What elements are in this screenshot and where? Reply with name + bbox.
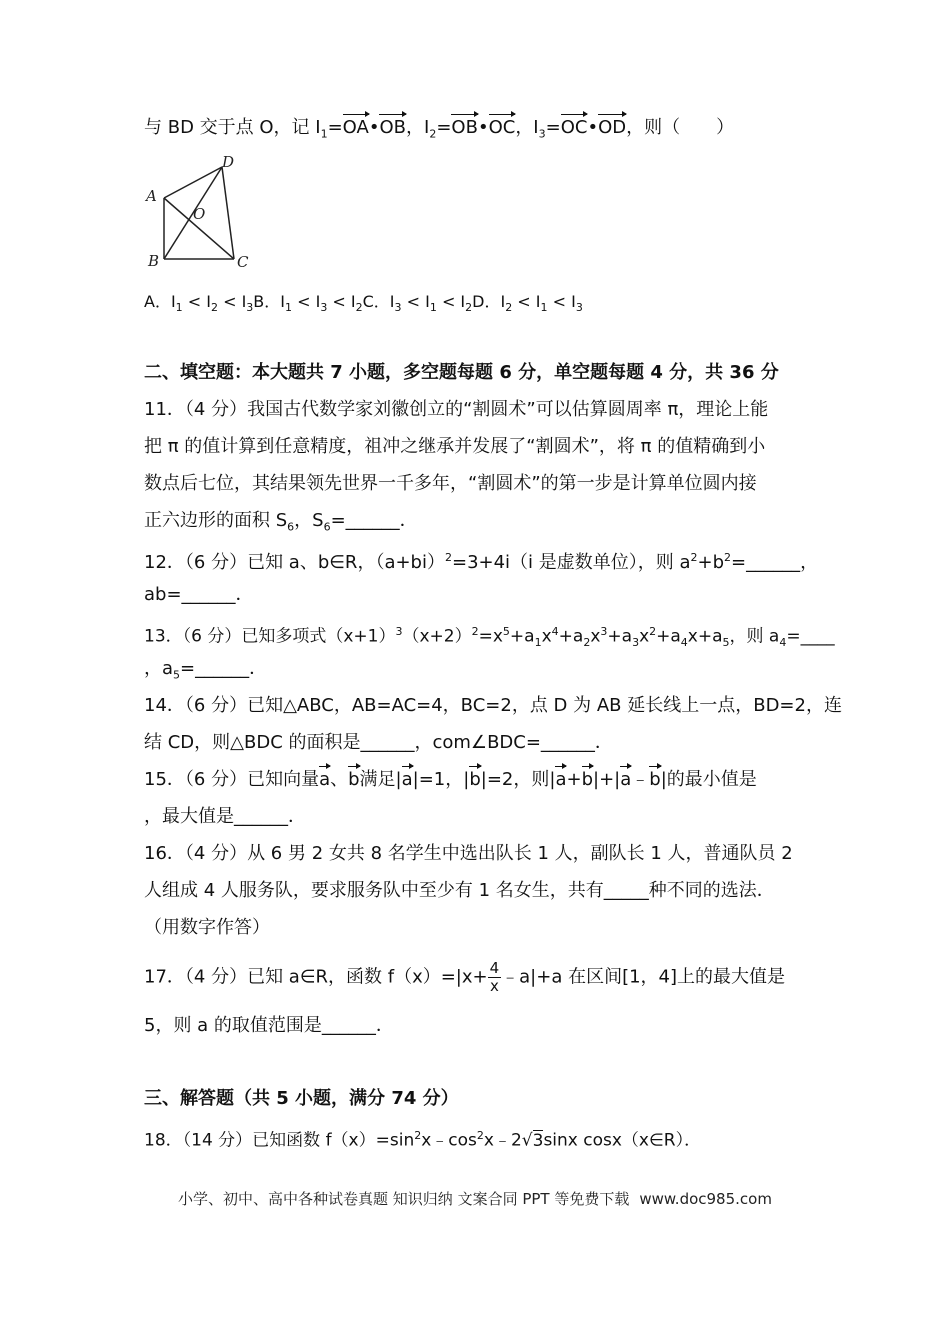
footer-url[interactable]: www.doc985.com: [639, 1190, 772, 1208]
q10-options: [144, 290, 583, 320]
q12-line-2: ab=______．: [144, 584, 254, 605]
q13-line-2: ，$a_5=\_\_\_\_\_\_$．: [144, 658, 268, 682]
q14-line-1: 14．（6 分）已知△ABC，AB=AC=4，BC=2，点 D 为 AB 延长线上一点，BD=2，连: [144, 695, 842, 716]
label-b: B: [148, 252, 160, 270]
q11-line-1: 11．（4 分）我国古代数学家刘徽创立的“割圆术”可以估算圆周率 π，理论上能: [144, 399, 769, 420]
q16-line-2: 人组成 4 人服务队，要求服务队中至少有 1 名女生，共有_____种不同的选法．: [144, 880, 775, 901]
section-3-heading: 三、解答题（共 5 小题，满分 74 分）: [144, 1088, 459, 1109]
label-c: C: [237, 253, 249, 271]
edge-ad: [164, 167, 222, 198]
option-a: A．$I_1 < I_2 < I_3$: [144, 292, 254, 315]
label-a: A: [146, 187, 157, 205]
section-2-heading: 二、填空题：本大题共 7 小题，多空题每题 6 分，单空题每题 4 分，共 36 分: [144, 362, 779, 383]
label-d: D: [222, 153, 235, 171]
label-o: O: [193, 205, 206, 223]
q16-line-1: 16．（4 分）从 6 男 2 女共 8 名学生中选出队长 1 人，副队长 1 人，普通队员 2: [144, 843, 793, 864]
q15-line-2: ，最大值是______．: [144, 806, 306, 827]
q15-line-1: 15．（6 分）已知向量a、b满足|a|=1，|b|=2，则|a+b|+|a﹣b|的最小值是: [144, 769, 757, 790]
fraction-4-over-x: $\frac{4}{x}$: [489, 959, 500, 995]
q17-line-1: 17．（4 分）已知 a∈R，函数 f（x）=|x+ $\frac{4}{x}$ ﹣a|+a 在区间[1，4]上的最大值是: [144, 959, 786, 995]
q14-line-2: 结 CD，则△BDC 的面积是______，com∠BDC=______．: [144, 732, 613, 753]
q16-line-3: （用数字作答）: [144, 917, 270, 938]
q10-stem: 与 BD 交于点 O，记 $I_1=OA•OB$，$I_2=OB•OC$，$I_3=OC•OD$，则（ ）: [144, 117, 735, 141]
sqrt-symbol: √: [521, 1130, 533, 1151]
q11-line-4: 正六边形的面积 $S_6$，$S_6=\_\_\_\_\_\_$．: [144, 510, 418, 534]
q17-line-2: 5，则 a 的取值范围是______．: [144, 1015, 394, 1036]
page-footer: [0, 1188, 950, 1209]
quadrilateral-diagram: [140, 150, 260, 275]
q12-line-1: 12．（6 分）已知 a、b∈R，$(a+bi)^2=3+4i(i$ 是虚数单位），则 $a^2+b^2=\_\_\_\_\_\_$，: [144, 551, 819, 573]
q11-line-2: 把 π 的值计算到任意精度，祖冲之继承并发展了“割圆术”，将 π 的值精确到小: [144, 436, 766, 457]
option-d: D．$I_2 < I_1 < I_3$: [472, 292, 583, 315]
edge-dc: [222, 167, 234, 259]
q18-line-1: 18．（14 分）已知函数 $f(x)=\sin^2x﹣\cos^2x﹣2√3\sin x$ cosx（x∈R）．: [144, 1129, 702, 1151]
q13-line-1: 13．（6 分）已知多项式$(x+1)^3(x+2)^2=x^5+a_1x^4+a_2x^3+a_3x^2+a_4x+a_5$，则 $a_4=\_\_\_\_$: [144, 625, 835, 650]
option-c: C．$I_3 < I_1 < I_2$: [362, 292, 473, 315]
footer-text: 小学、初中、高中各种试卷真题 知识归纳 文案合同 PPT 等免费下载: [178, 1190, 630, 1208]
q11-line-3: 数点后七位，其结果领先世界一千多年，“割圆术”的第一步是计算单位圆内接: [144, 473, 757, 494]
option-b: B．$I_1 < I_3 < I_2$: [253, 292, 363, 315]
